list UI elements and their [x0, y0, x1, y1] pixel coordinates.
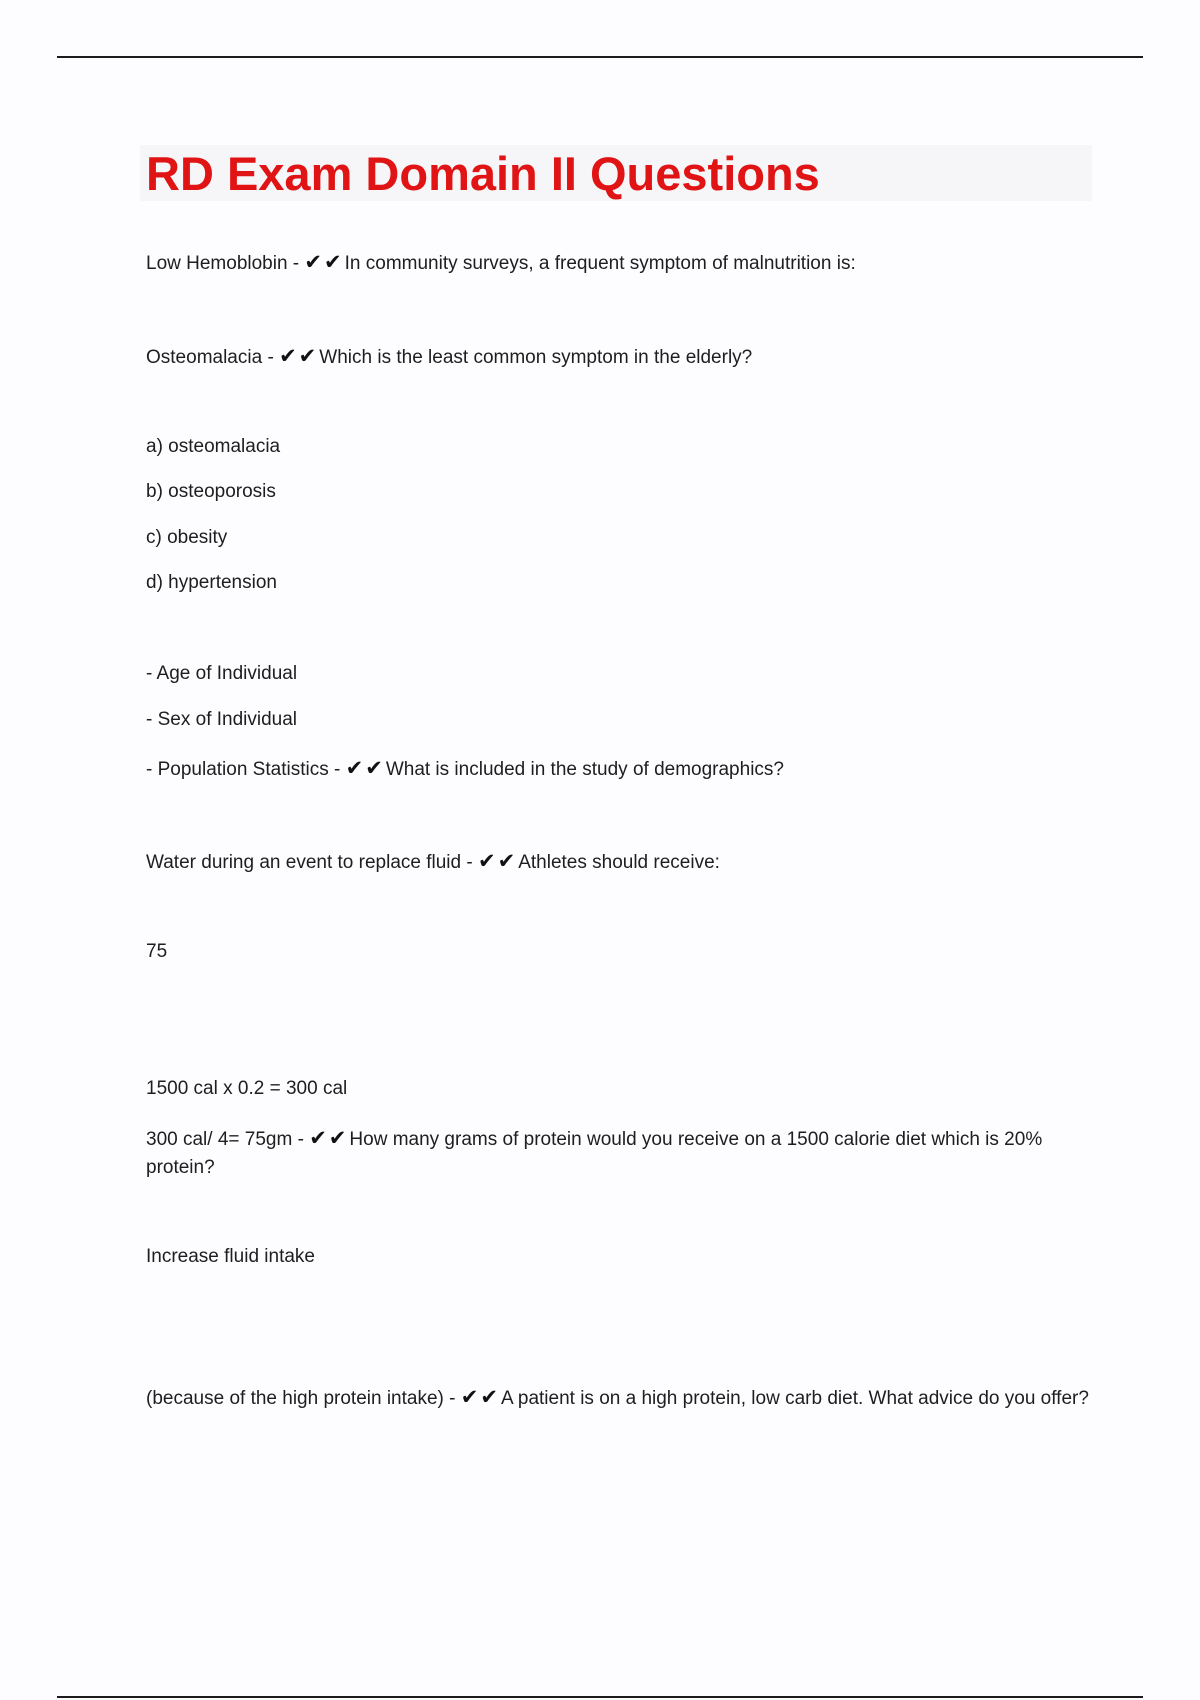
check-icon: ✔ — [298, 344, 317, 368]
answer-value: 75 — [146, 941, 168, 962]
check-icon: ✔ — [304, 250, 323, 274]
check-icon: ✔ — [328, 1126, 347, 1150]
page-title: RD Exam Domain II Questions — [146, 147, 820, 200]
question-text: How many grams of protein would you receive on a 1500 calorie diet which is 20% protein? — [146, 1129, 1043, 1178]
answer-text: Water during an event to replace fluid - — [146, 852, 473, 873]
option-a: a) osteomalacia — [146, 436, 281, 457]
bottom-rule — [57, 1696, 1143, 1698]
qa-line — [146, 847, 720, 877]
question-text: What is included in the study of demographics? — [385, 759, 784, 780]
option-b: b) osteoporosis — [146, 481, 276, 502]
answer-text: (because of the high protein intake) - — [146, 1388, 456, 1409]
answer-text: Osteomalacia - — [146, 347, 274, 368]
calculation-line: 1500 cal x 0.2 = 300 cal — [146, 1078, 348, 1099]
list-item: - Sex of Individual — [146, 709, 298, 730]
answer-text: 300 cal/ 4= 75gm - — [146, 1129, 304, 1150]
check-icon: ✔ — [365, 756, 383, 780]
check-icon: ✔ — [279, 344, 297, 368]
check-icon: ✔ — [497, 849, 516, 873]
list-item: - Age of Individual — [146, 663, 298, 684]
qa-line — [146, 1382, 1096, 1414]
check-icon: ✔ — [324, 250, 342, 274]
check-icon: ✔ — [480, 1385, 498, 1409]
check-icon: ✔ — [309, 1126, 327, 1150]
qa-line — [146, 342, 752, 372]
qa-line — [146, 1124, 1096, 1182]
top-rule — [57, 56, 1143, 58]
check-icon: ✔ — [477, 849, 496, 873]
option-d: d) hypertension — [146, 572, 277, 593]
qa-line — [146, 754, 784, 784]
question-text: A patient is on a high protein, low carb diet. What advice do you offer? — [500, 1388, 1089, 1409]
qa-line — [146, 248, 856, 278]
answer-text: Low Hemoblobin - — [146, 253, 300, 274]
check-icon: ✔ — [460, 1385, 479, 1409]
check-icon: ✔ — [345, 756, 364, 780]
question-text: Which is the least common symptom in the elderly? — [319, 347, 753, 368]
option-c: c) obesity — [146, 527, 228, 548]
question-text: In community surveys, a frequent symptom of malnutrition is: — [344, 253, 856, 274]
question-text: Athletes should receive: — [518, 852, 720, 873]
answer-text: Increase fluid intake — [146, 1246, 315, 1267]
answer-text: - Population Statistics - — [146, 759, 341, 780]
